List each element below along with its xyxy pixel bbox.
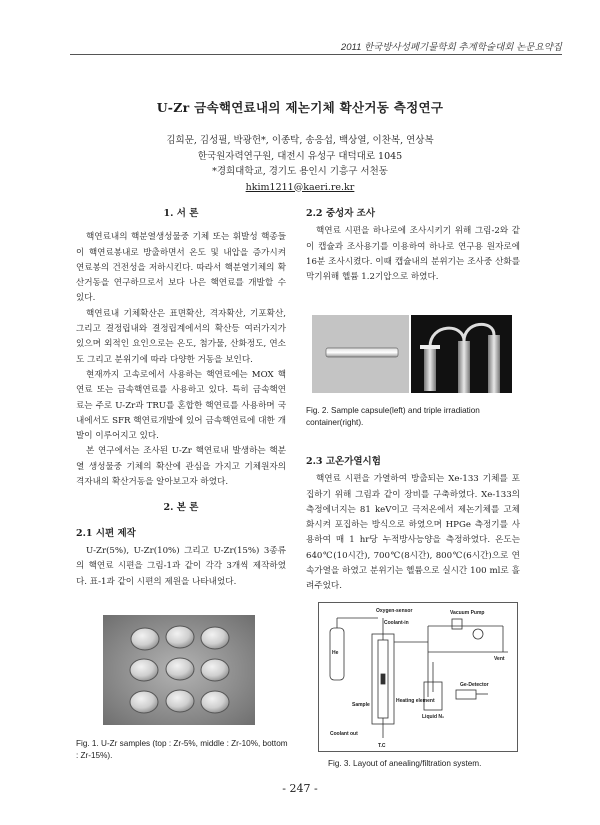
- figure-1-caption: Fig. 1. U-Zr samples (top : Zr-5%, middle : Zr-10%, bottom : Zr-15%).: [76, 739, 288, 760]
- intro-paragraph-4: 본 연구에서는 조사된 U-Zr 핵연료내 발생하는 핵분열 생성물중 기체의 확산에 관심을 가지고 기체원자의 격자내의 확산거동을 알아보고자 하였다.: [76, 446, 286, 488]
- label-sample: Sample: [352, 702, 370, 708]
- section-irradiation-heading: 2.2 중성자 조사: [306, 208, 376, 219]
- label-coolant-out: Coolant out: [330, 731, 358, 737]
- paper-title: U-Zr 금속핵연료내의 제논기체 확산거동 측정연구: [156, 100, 444, 115]
- right-column-top: [306, 206, 520, 285]
- author-names: 김희문, 김성필, 박광헌*, 이종탁, 송응섭, 백상열, 이찬복, 연상복: [166, 135, 434, 146]
- affiliation-1: 한국원자력연구원, 대전시 유성구 대덕대로 1045: [197, 150, 403, 162]
- label-vacuum-pump: Vacuum Pump: [450, 610, 485, 616]
- label-oxygen-sensor: Oxygen-sensor: [376, 608, 413, 614]
- figure-3-caption: Fig. 3. Layout of anealing/filtration system.: [328, 759, 482, 768]
- irradiation-paragraph: 핵연료 시편을 하나로에 조사시키기 위해 그림-2와 같이 캡슐과 조사용기를 이용하여 하나로 연구용 원자로에 16분 조사시켰다. 이때 캡슐내의 분위기는 조사중 산화를 막기위해 헬륨 1.2기압으로 하였다.: [306, 226, 520, 283]
- figure-2-caption: Fig. 2. Sample capsule(left) and triple irradiation container(right).: [306, 406, 480, 427]
- label-ge-detector: Ge-Detector: [460, 682, 489, 688]
- section-sample-prep-heading: 2.1 시편 제작: [76, 527, 136, 539]
- label-vent: Vent: [494, 656, 505, 662]
- header-rule: [70, 54, 562, 55]
- sample-prep-paragraph: U-Zr(5%), U-Zr(10%) 그리고 U-Zr(15%) 3종류의 핵연료 시편을 그림-1과 같이 각각 3개씩 제작하였다. 표-1과 같이 시편의 제원을 나타내었다.: [76, 545, 286, 587]
- left-column: [76, 206, 286, 590]
- label-he: He: [332, 650, 339, 656]
- author-block: [0, 133, 600, 195]
- figure-1-sample-photo: [103, 615, 255, 725]
- intro-paragraph-2: 핵연료내 기체확산은 표면확산, 격자확산, 기포확산, 그리고 결정립내와 결정립계에서의 확산등 여러가지가 있으며 외적인 요인으로는 온도, 첨가물, 산화정도, 연소도 그리고 분위기에 따라 다양한 거동을 보인다.: [76, 308, 286, 365]
- label-heating-element: Heating element: [396, 698, 435, 704]
- figure-3-apparatus-diagram: [318, 602, 518, 752]
- label-tc: T.C: [378, 743, 386, 749]
- conference-header: 2011 한국방사성폐기물학회 추계학술대회 논문요약집: [340, 42, 562, 53]
- section-heating-test-heading: 2.3 고온가열시험: [306, 456, 381, 467]
- page-number: - 247 -: [282, 782, 318, 795]
- label-coolant-in: Coolant-in: [384, 620, 409, 626]
- heating-test-paragraph: 핵연료 시편을 가열하여 방출되는 Xe-133 기체를 포집하기 위해 그림과 같이 장비를 구축하였다. Xe-133의 측정에너지는 81 keV이고 극저온에서 제논기체를 고체화시켜 포집하는 방식으로 하였으며 HPGe 측정기를 사용하여 매 1 hr당 누적방사능양을 측정하였다. 온도는 640℃(10시간), 700℃(8시간), 800℃(6시간)으로 연속가열을 하였고 분위기는 헬륨으로 실시간 100 ml로 흘려주었다.: [306, 474, 520, 592]
- section-body-heading: 2. 본 론: [163, 502, 199, 514]
- label-liquid-n2: Liquid N₂: [422, 714, 445, 720]
- right-column-bottom: [306, 454, 520, 595]
- author-email[interactable]: hkim1211@kaeri.re.kr: [245, 181, 355, 193]
- figure-2-capsule-photo: [312, 315, 512, 393]
- intro-paragraph-1: 핵연료내의 핵분열생성물중 기체 또는 휘발성 핵종들이 핵연료봉내로 방출하면서 온도 및 내압을 증가시켜 연료봉의 건전성을 저하시킨다. 따라서 핵분열기체의 확산거동을 연구하므로서 보다 나은 핵연료를 개발할 수 있다.: [76, 232, 286, 304]
- affiliation-2: *경희대학교, 경기도 용인시 기흥구 서천동: [212, 166, 388, 177]
- intro-paragraph-3: 현재까지 고속로에서 사용하는 핵연료에는 MOX 핵연료 또는 금속핵연료를 사용하고 있다. 특히 금속핵연료는 주로 U-Zr과 TRU를 혼합한 핵연료를 사용하며 국내에서도 SFR 핵연료개발에 있어 금속핵연료에 대한 개발이 이루어지고 있다.: [76, 369, 286, 442]
- section-introduction-heading: 1. 서 론: [163, 208, 199, 219]
